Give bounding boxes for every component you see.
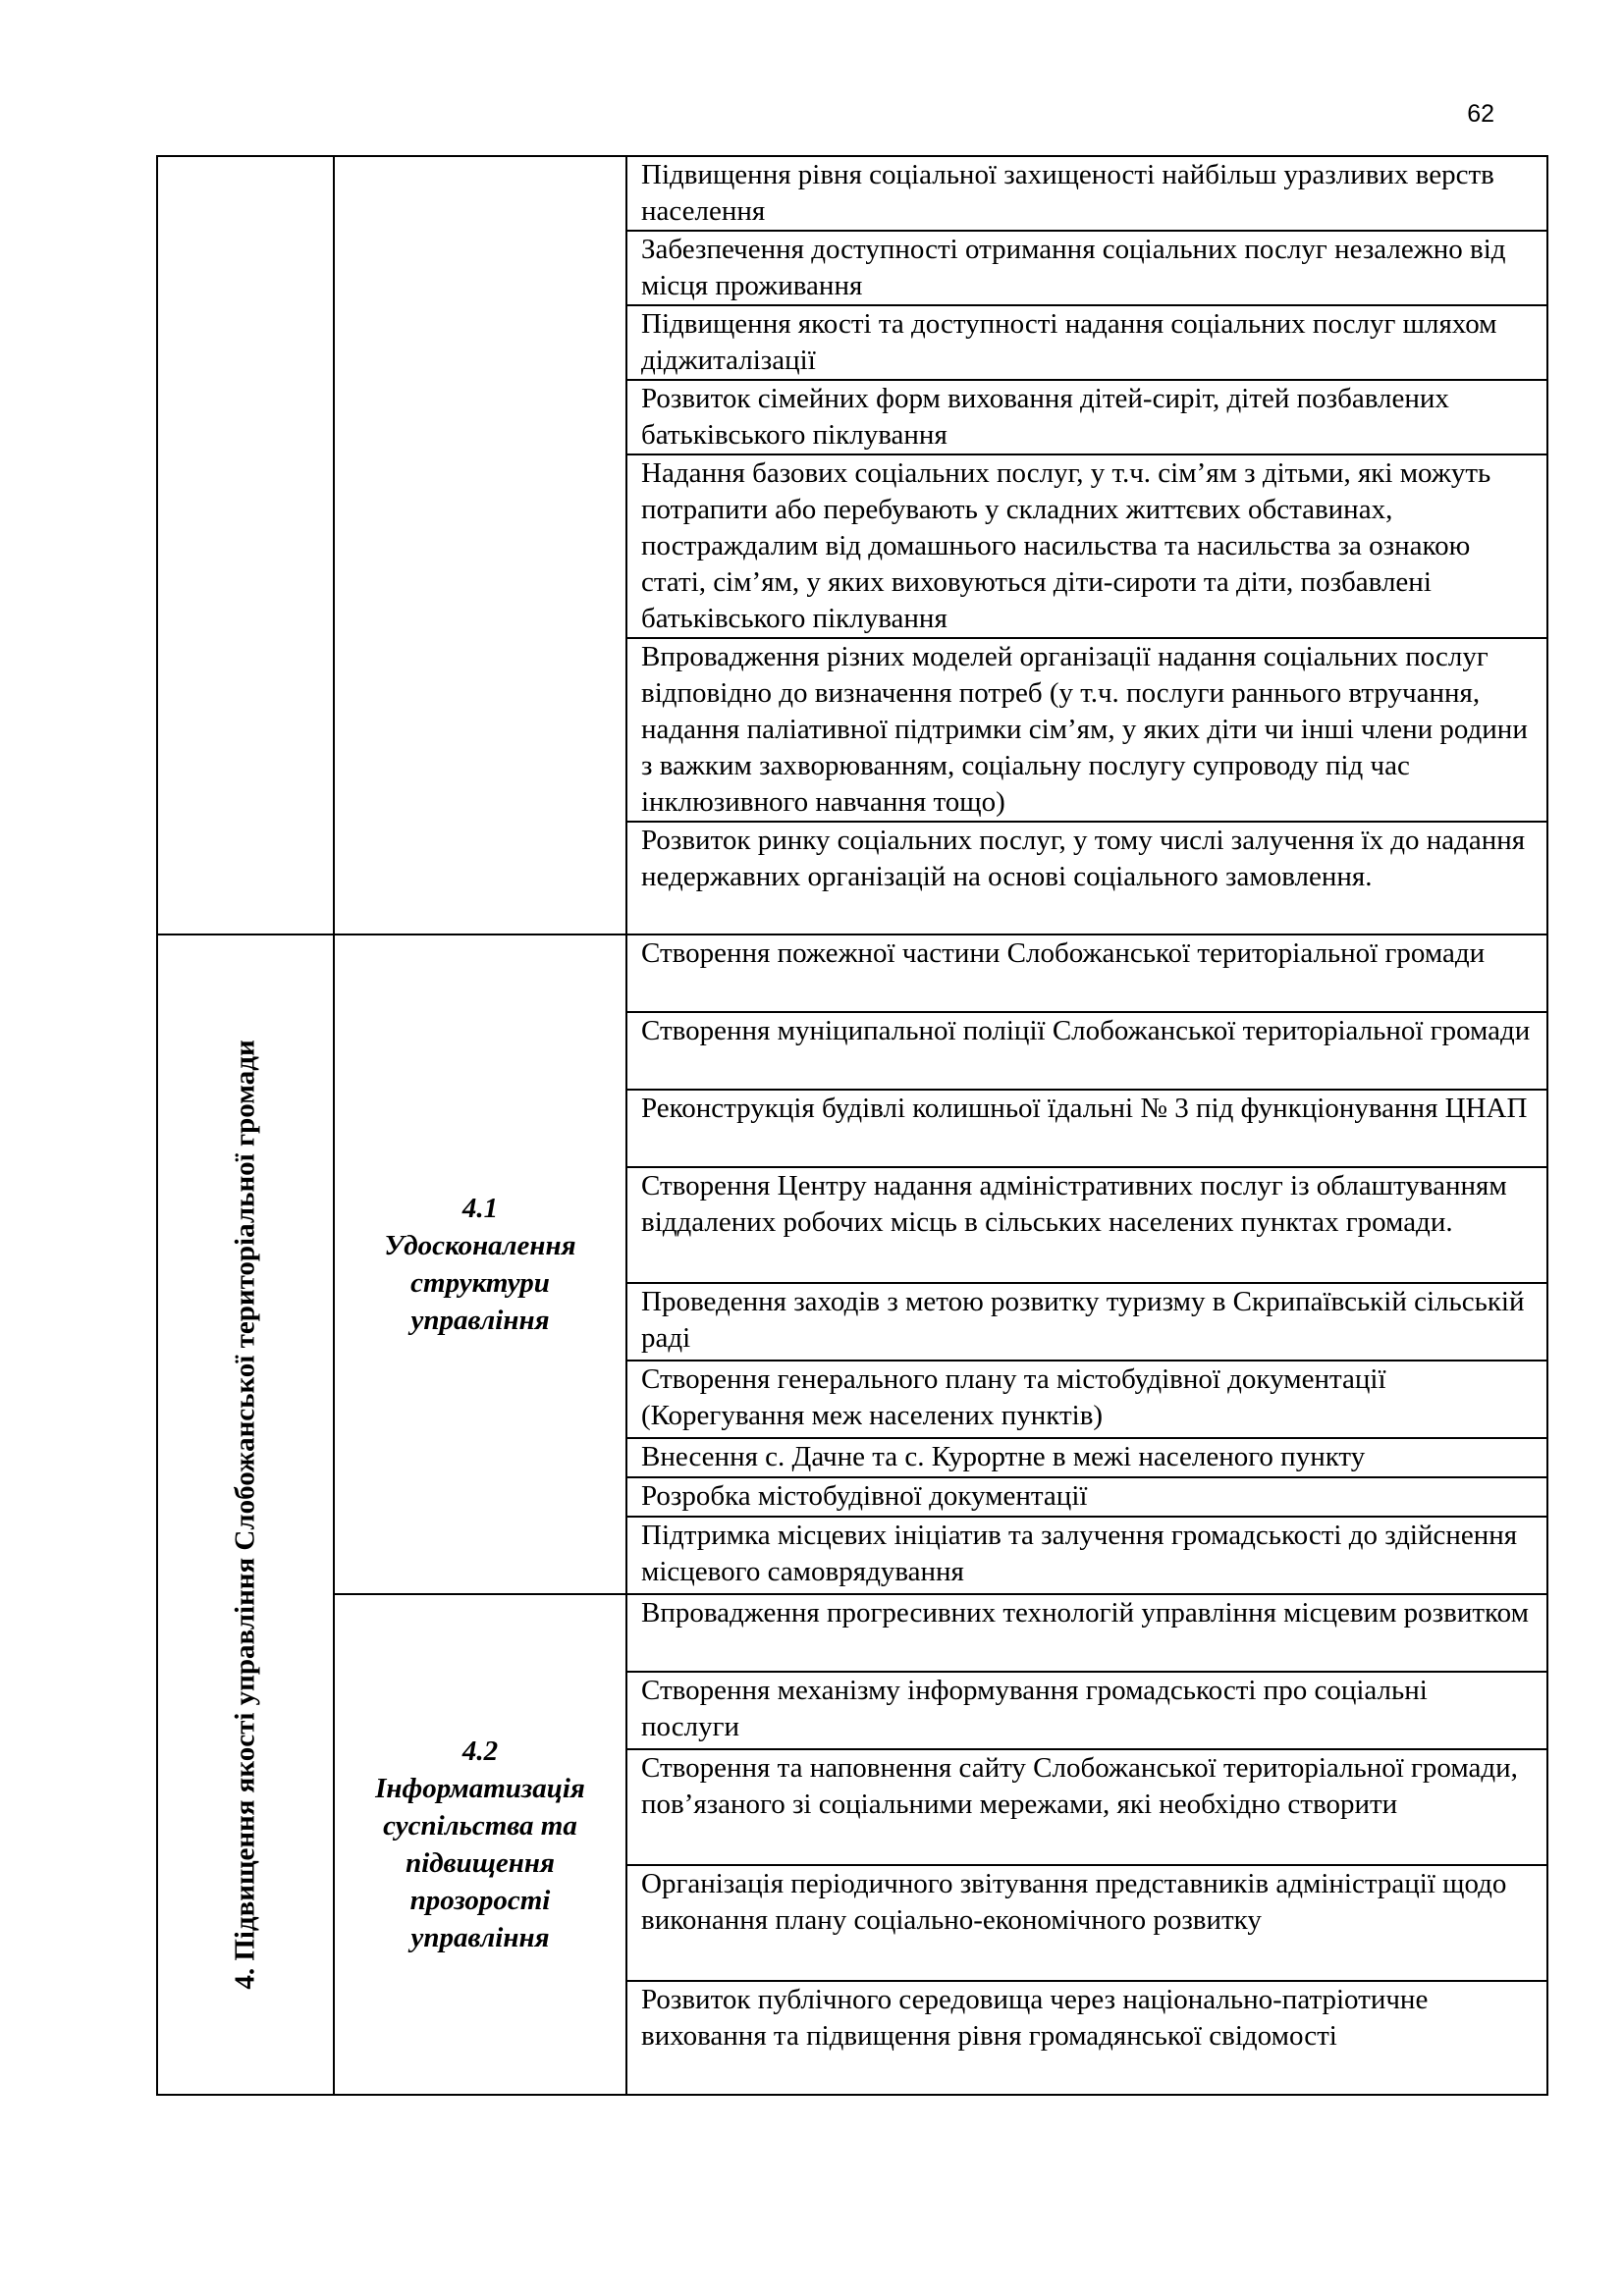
measure-item: Внесення с. Дачне та с. Курортне в межі населеного пункту [626, 1438, 1547, 1477]
measure-item: Розробка містобудівної документації [626, 1477, 1547, 1517]
measure-item: Створення Центру надання адміністративних послуг із облаштуванням віддалених робочих місць в сільських населених пунктах громади. [626, 1167, 1547, 1283]
section-title-cell [157, 934, 334, 2095]
page-number: 62 [1467, 100, 1494, 128]
measure-item: Розвиток публічного середовища через національно-патріотичне виховання та підвищення рівня громадянської свідомості [626, 1981, 1547, 2095]
measure-item: Створення генерального плану та містобудівної документації (Корегування меж населених пунктів) [626, 1361, 1547, 1438]
measure-item: Створення механізму інформування громадськості про соціальні послуги [626, 1672, 1547, 1749]
measures-table [156, 155, 1548, 2096]
measure-item: Проведення заходів з метою розвитку туризму в Скрипаївській сільській раді [626, 1283, 1547, 1361]
subsection-4-2 [334, 1594, 626, 2095]
measure-item: Створення пожежної частини Слобожанської територіальної громади [626, 934, 1547, 1012]
measure-item: Впровадження прогресивних технологій управління місцевим розвитком [626, 1594, 1547, 1672]
subsection-4-1 [334, 934, 626, 1594]
measure-item: Підвищення якості та доступності надання соціальних послуг шляхом діджиталізації [626, 305, 1547, 380]
section-title: 4. Підвищення якості управління Слобожанської територіальної громади [229, 1040, 261, 1990]
measure-item: Організація періодичного звітування представників адміністрації щодо виконання плану соціально-економічного розвитку [626, 1865, 1547, 1981]
subsection-number: 4.1 [461, 1193, 499, 1224]
section-cell-continued [157, 156, 334, 934]
measure-item: Розвиток ринку соціальних послуг, у тому числі залучення їх до надання недержавних організацій на основі соціального замовлення. [626, 822, 1547, 934]
measure-item: Розвиток сімейних форм виховання дітей-сиріт, дітей позбавлених батьківського піклування [626, 380, 1547, 454]
measure-item: Надання базових соціальних послуг, у т.ч. сім’ям з дітьми, які можуть потрапити або перебувають у складних життєвих обставинах, постраждалим від домашнього насильства та насильства за ознакою статі, сім’ям, у яких виховуються діти-сироти та діти, позбавлені батьківського піклування [626, 454, 1547, 638]
measure-item: Реконструкція будівлі колишньої їдальні № 3 під функціонування ЦНАП [626, 1090, 1547, 1167]
subsection-name: Удосконалення структури управління [384, 1230, 576, 1336]
measure-item: Підтримка місцевих ініціатив та залучення громадськості до здійснення місцевого самоврядування [626, 1517, 1547, 1594]
measure-item: Підвищення рівня соціальної захищеності найбільш уразливих верств населення [626, 156, 1547, 231]
measure-item: Створення та наповнення сайту Слобожанської територіальної громади, пов’язаного зі соціальними мережами, які необхідно створити [626, 1749, 1547, 1865]
measure-item: Створення муніципальної поліції Слобожанської територіальної громади [626, 1012, 1547, 1090]
subsection-number: 4.2 [461, 1735, 499, 1767]
measure-item: Забезпечення доступності отримання соціальних послуг незалежно від місця проживання [626, 231, 1547, 305]
measure-item: Впровадження різних моделей організації надання соціальних послуг відповідно до визначення потреб (у т.ч. послуги раннього втручання, надання паліативної підтримки сім’ям, у яких діти чи інші члени родини з важким захворюванням, соціальну послугу супроводу під час інклюзивного навчання тощо) [626, 638, 1547, 822]
subsection-name: Інформатизація суспільства та підвищення прозорості управління [375, 1773, 585, 1953]
subsection-cell-continued [334, 156, 626, 934]
